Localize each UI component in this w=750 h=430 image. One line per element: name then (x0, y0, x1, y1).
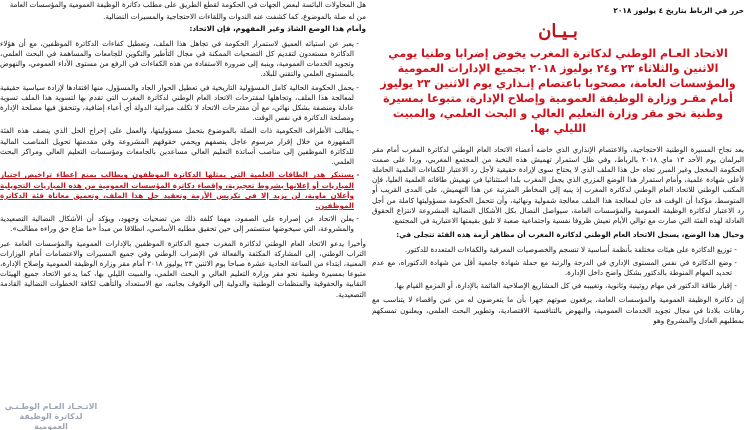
crisis-list (372, 245, 744, 292)
position-item: - يعلن الاتحاد عن إصراره على الصمود، مهما كلفه ذلك من تضحيات وجهود، ويؤكد أن الأشكال النضالية التصعيدية والمشروعة، التي سيخوضها ستستمر إلى حين تحقيق مطلبه الأساسي، انطلاقا من مبدأ «ما ضاع حق وراءه مطالب». (0, 214, 354, 234)
final-call: وأخيرا يدعو الاتحاد العام الوطني لدكاترة المغرب جميع الدكاترة الموظفين بالإدارات العمومية والمؤسسات العامة عبر التراب الوطني، إلى المشاركة المكثفة والفعالة في الإضراب الوطني وفي جميع المسيرات والاعتصامات أمام الوزارات المعنية، ابتداء من الساعة الحادية عشرة صباحا يوم الاثنين ٢٣ يوليوز ٢٠١٨ أمام مقر وزارة الوظيفة العمومية وإصلاح الإدارة، متبوعا بمسيرة وطنية نحو مقر وزارة التعليم العالي و البحث العلمي، والمبيت الليلي بها، كما يدعو الاتحاد جميع الهيئات النقابية والحقوقية والمنظمات الوطنية والدولية إلى الوقوف بجانبه، مع الاستعداد والتأهب لكافة الخطوات النضالية القادمة التصعيدية. (0, 238, 366, 299)
crisis-item: - توزيع الدكاترة على هيئات مختلفة بأنظمة أساسية لا تنسجم والخصوصيات المعرفية والكفاءات المتعددة للدكتور. (372, 245, 732, 255)
crisis-item: - وضع الدكاترة في نفس المستوى الإداري في الدرجة والرتبة مع حملة شهادة جامعية أقل من شهادة الدكتوراه، مع عدم تحديد المهام المنوطة بالدكتور بشكل واضح داخل الإدارة. (372, 258, 732, 278)
right-column (372, 0, 744, 430)
demand-paragraph: إن دكاترة الوظيفة العمومية والمؤسسات العامة، يرفعون صوتهم جهرا بأن ما يتعرضون له من غبن واقصاء لا يتناسب مع رهانات بلادنا في مجال تجويد الخدمات العمومية، والنهوض بالتنافسية الاقتصادية، وتطوير البحث العلمي، ويعلنون تمسكهم بمطلبهم العادل والمشروع وهو (372, 295, 744, 325)
logo-line: الاتـحـاد العـام الوطـنـي (4, 402, 98, 411)
position-item: - يحمل الحكومة الحالية كامل المسؤولية التاريخية في تعطيل الحوار الجاد والمسؤول، منها افتقادها لإرادة سياسية حقيقية لمعالجة هذا الملف، وتجاهلها لمقترحات الاتحاد العام الوطني لدكاترة المغرب التي تقدم بها لتسوية هذا الملف تسوية عادلة ومنصفة بشكل نهائي، مع أن مقترحات الاتحاد لا تكلف ميزانية الدولة أي أعباء إضافية، وتتحقق فيها مصلحة الإدارة ومصلحة الدكاترة في نفس الوقت. (0, 83, 354, 124)
crisis-item: - إقبار طاقة الدكتور في مهام روتينية وثانوية، وتغييبه في كل المشاريع الإصلاحية القائمة بالإدارة، أو المزمع القيام بها. (372, 281, 732, 291)
top-line: هل المحاولات البائسة لبعض الجهات في الحكومة لقطع الطريق على مطلب دكاترة الوظيفة العمومية والمؤسسات العامة (9, 0, 366, 9)
statement-headline: الاتحاد العـام الوطني لدكاترة المغرب يخوض إضرابا وطنيا يومي الاثنين والثلاثاء ٢٣ و٢٤ يوليوز ٢٠١٨ بجميع الإدارات العمومية والمؤسسات العامة، مصحوبا باعتصام إنـذاري يوم الاثنين ٢٣ يوليوز أمام مقـر وزارة الوظيفة العمومية وإصلاح الإدارة، متبوعا بمسيرة وطنية نحو مقر وزارة التعليم العالي و البحث العلمي، والمبيت الليلي بها. (380, 46, 736, 136)
logo-line: لدكاترة الوظيفة العمومية (19, 412, 83, 430)
intro-paragraph: بعد نجاح المسيرة الوطنية الاحتجاجية، والاعتصام الإنذاري الذي خاضه أعضاء الاتحاد العام الوطني لدكاترة المغرب أمام مقر البرلمان يوم الأحد ١٣ ماي ٢٠١٨ بالرباط، وفي ظل استمرار تهميش هذه النخبة من المجتمع المغربي، وردا على صمت الحكومة المخجل وغير المبرر تجاه حل هذا الملف الذي لا يحتاج سوى لإرادة حقيقية لأجل رد الاعتبار للكفاءات العلمية الحاملة لأعلى شهادة علمية، وأمام استمرار هذا الوضع المزري الذي يجعل المغرب بلدا استثنائيا في تهميش طاقاته العلمية العليا، فإن المكتب الوطني للاتحاد العام الوطني لدكاترة المغرب إذ ينبه إلى المخاطر المترتبة عن هذا التهميش، على المدى القريب أو المتوسط، مؤكدا أن الوقت قد حان لمعالجة هذا الملف معالجة شمولية ونهائية، وأن تتحمل الحكومة مسؤوليتها كاملة من أجل رد الاعتبار لدكاترة الوظيفة العمومية والمؤسسات العامة، سيواصل النضال بكل الأشكال النضالية المشروعة لانتزاع الحقوق العادلة لهذه الفئة التي صارت مع توالي الأيام تعيش ظروفا نفسية واجتماعية صعبة لا تليق بقيمتها الاعتبارية في المجتمع. (372, 144, 744, 226)
top-strip (0, 0, 366, 22)
left-column (0, 0, 366, 430)
crisis-intro: وحيال هذا الوضع، يسجل الاتحاد العام الوطني لدكاترة المغرب أن مظاهر أزمة هذه الفئة تتجلى في: (396, 230, 744, 240)
dateline: حرر في الرباط بتاريخ ٤ يوليوز ٢٠١٨ (613, 6, 744, 15)
position-item: - يعبر عن استيائه العميق لاستمرار الحكومة في تجاهل هذا الملف، وتعطيل كفاءات الدكاترة الموظفين، مع أن هؤلاء الدكاترة مستعدون لتقديم كل التضحيات الممكنة في مجال التأطير والتكوين للجامعات والمساهمة في البحث العلمي، وتجويد الخدمات العمومية، وينبه إلى ضرورة الاستفادة من هذه الكفاءات في الرفع من مستوى الأداء العمومي، والنهوض بالمستوى العلمي والتقني للبلاد. (0, 39, 354, 80)
union-logo (4, 402, 98, 430)
position-item: - يستنكر هدر الطاقات العلمية التي يمثلها الدكاترة الموظفون ويطالب بمنع إعطاء تراخيص اجتياز المباريات أو إعلانها بشروط تعجيزية، وإقصاء دكاترة المؤسسات العمومية من هذه المباريات التحويلية وأعلان ماوية، لن يزيد إلا في تكريس الأزمة وتعقيد حل هذا الملف، وتعميق معاناة فئة الدكاترة الموظفين. (0, 170, 354, 211)
union-intro: وأمام هذا الوضع الشاذ وغير المفهوم، فإن الاتحاد: (189, 24, 366, 34)
bayan-title: بـيـان (538, 20, 578, 42)
positions-list (0, 39, 366, 235)
top-line: من له صلة بالموضوع، كما كشفت عنه الندوات واللقاءات الاحتجاجية والمسيرات النضالية. (103, 12, 366, 22)
position-item: - يطالب الأطراف الحكومية ذات الصلة بالموضوع بتحمل مسؤوليتها، والعمل على إخراج الحل الذي ينصف هذه الفئة المقهورة من خلال إقرار مرسوم عاجل ينصفهم ويحمي حقوقهم المشروعة وفي مقدمتها تحويل المناصب المالية للدكاترة الموظفين إلى مناصب أساتذة التعليم العالي مساعدين بالجامعات ومؤسسات التعليم العالي ومراكز البحث العلمي. (0, 126, 354, 167)
